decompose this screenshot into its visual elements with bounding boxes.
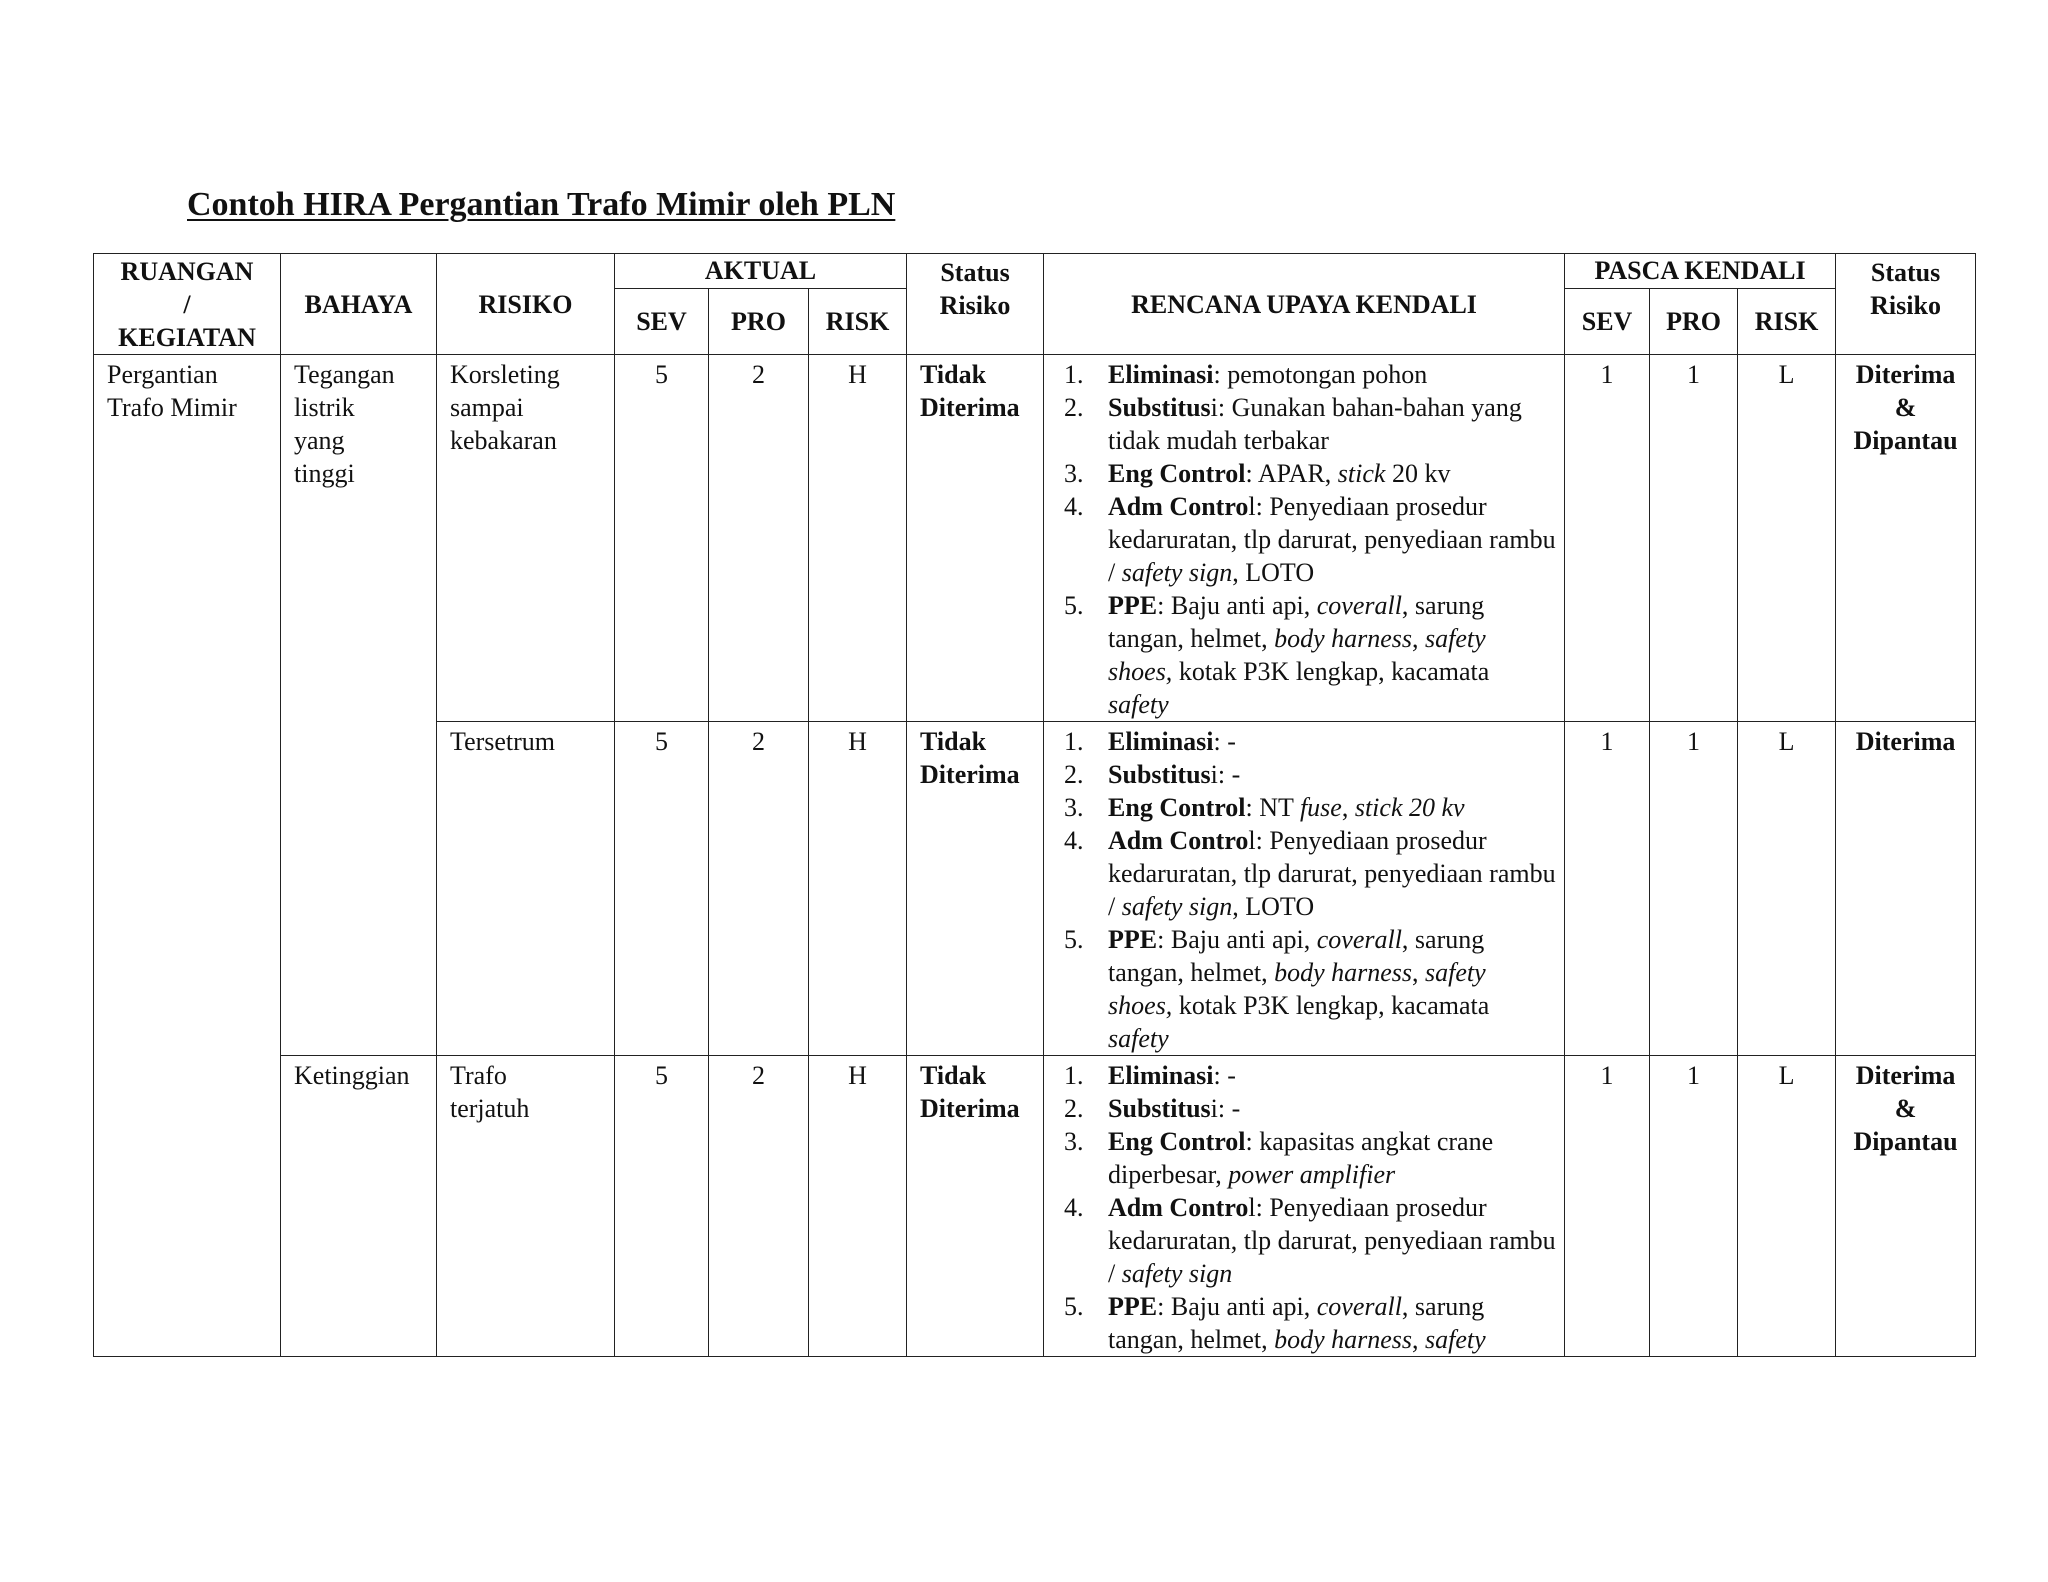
cell-aktual-pro: 2 xyxy=(709,722,809,1056)
risiko-line: Trafo xyxy=(450,1061,507,1090)
control-italic: safety sign xyxy=(1121,558,1233,587)
status-pasca-line: & xyxy=(1894,393,1917,422)
cell-aktual-pro: 2 xyxy=(709,355,809,722)
document-title: Contoh HIRA Pergantian Trafo Mimir oleh PLN xyxy=(187,186,896,223)
cell-pasca-pro: 1 xyxy=(1650,1056,1738,1357)
control-number: 1. xyxy=(1064,1061,1084,1090)
header-pasca-kendali: PASCA KENDALI xyxy=(1565,254,1836,289)
control-key: Eng Control xyxy=(1108,793,1246,822)
status-line: Tidak xyxy=(920,727,987,756)
control-number: 5. xyxy=(1064,925,1084,954)
header-risiko: RISIKO xyxy=(437,254,615,355)
control-text: : - xyxy=(1213,727,1236,756)
control-item-adm-control xyxy=(1050,1191,1556,1290)
control-text: l: Penyediaan prosedur kedaruratan, tlp darurat, penyediaan rambu / xyxy=(1108,1193,1556,1288)
cell-rencana-upaya-kendali xyxy=(1044,355,1565,722)
control-text: l: Penyediaan prosedur kedaruratan, tlp darurat, penyediaan rambu / xyxy=(1108,492,1556,587)
header-status-line: Status xyxy=(940,258,1010,287)
cell-aktual-pro: 2 xyxy=(709,1056,809,1357)
header-status-line: Status xyxy=(1870,258,1941,287)
control-text: , LOTO xyxy=(1232,892,1315,921)
header-pasca-pro: PRO xyxy=(1650,289,1738,355)
control-italic: safety xyxy=(1425,1325,1486,1354)
status-line: Diterima xyxy=(920,1094,1020,1123)
header-ruangan-line: RUANGAN xyxy=(120,256,254,286)
cell-rencana-upaya-kendali xyxy=(1044,1056,1565,1357)
control-item-eliminasi xyxy=(1050,1059,1556,1092)
header-bahaya: BAHAYA xyxy=(281,254,437,355)
control-item-substitusi xyxy=(1050,1092,1556,1125)
control-text: : Baju anti api, xyxy=(1157,591,1317,620)
control-number: 4. xyxy=(1064,1193,1084,1222)
cell-risiko xyxy=(437,722,615,1056)
control-text: kotak P3K lengkap, kacamata xyxy=(1172,657,1490,686)
cell-pasca-sev: 1 xyxy=(1565,355,1650,722)
control-text: : APAR, xyxy=(1245,459,1338,488)
cell-aktual-sev: 5 xyxy=(615,722,709,1056)
cell-risiko xyxy=(437,355,615,722)
status-pasca-line: Diterima xyxy=(1855,727,1956,756)
control-text: : kapasitas angkat crane diperbesar, xyxy=(1108,1127,1494,1189)
control-italic: safety sign xyxy=(1121,1259,1233,1288)
cell-pasca-pro: 1 xyxy=(1650,722,1738,1056)
cell-pasca-pro: 1 xyxy=(1650,355,1738,722)
status-line: Diterima xyxy=(920,393,1020,422)
control-key: Adm Contro xyxy=(1108,1193,1249,1222)
control-item-eng-control xyxy=(1050,457,1556,490)
control-italic: safety xyxy=(1108,1024,1169,1053)
control-text: : NT xyxy=(1245,793,1300,822)
control-text: i: Gunakan bahan-bahan yang tidak mudah terbakar xyxy=(1108,393,1522,455)
control-number: 2. xyxy=(1064,393,1084,422)
control-italic: safety xyxy=(1108,690,1169,719)
control-number: 4. xyxy=(1064,492,1084,521)
control-key: Adm Contro xyxy=(1108,826,1249,855)
cell-risiko xyxy=(437,1056,615,1357)
control-text: , xyxy=(1412,958,1426,987)
cell-status-risiko xyxy=(907,722,1044,1056)
control-italic: body harness xyxy=(1274,624,1413,653)
header-ruangan-slash: / xyxy=(183,289,191,319)
control-italic: safety shoes, xyxy=(1108,624,1486,686)
bahaya-line: tinggi xyxy=(294,459,355,488)
table-row xyxy=(94,355,1976,722)
header-rencana-upaya-kendali: RENCANA UPAYA KENDALI xyxy=(1044,254,1565,355)
control-italic: body harness xyxy=(1274,1325,1413,1354)
control-number: 4. xyxy=(1064,826,1084,855)
control-key: Substitus xyxy=(1108,760,1211,789)
cell-aktual-risk: H xyxy=(809,355,907,722)
control-list xyxy=(1050,1059,1556,1356)
control-italic: coverall xyxy=(1316,1292,1402,1321)
control-italic: power amplifier xyxy=(1228,1160,1396,1189)
status-pasca-line: Diterima xyxy=(1855,1061,1956,1090)
header-pasca-sev: SEV xyxy=(1565,289,1650,355)
control-item-ppe xyxy=(1050,589,1556,721)
control-key: Eng Control xyxy=(1108,459,1246,488)
header-aktual: AKTUAL xyxy=(615,254,907,289)
control-text: , sarung tangan, helmet, xyxy=(1108,1292,1485,1354)
control-item-eliminasi xyxy=(1050,725,1556,758)
cell-status-pasca xyxy=(1836,355,1976,722)
control-italic: body harness xyxy=(1274,958,1413,987)
cell-pasca-risk: L xyxy=(1738,355,1836,722)
control-text: : Baju anti api, xyxy=(1157,925,1317,954)
control-item-substitusi xyxy=(1050,758,1556,791)
control-key: PPE xyxy=(1108,591,1158,620)
control-text: , xyxy=(1341,793,1355,822)
table-row xyxy=(94,1056,1976,1357)
control-text: : pemotongan pohon xyxy=(1213,360,1428,389)
control-list xyxy=(1050,725,1556,1055)
control-italic: coverall xyxy=(1316,591,1402,620)
control-text: , sarung tangan, helmet, xyxy=(1108,925,1485,987)
status-pasca-line: Diterima xyxy=(1855,360,1956,389)
cell-aktual-sev: 5 xyxy=(615,355,709,722)
control-number: 1. xyxy=(1064,360,1084,389)
control-number: 2. xyxy=(1064,1094,1084,1123)
cell-pasca-sev: 1 xyxy=(1565,722,1650,1056)
control-italic: safety sign xyxy=(1121,892,1233,921)
cell-pasca-risk: L xyxy=(1738,722,1836,1056)
header-risiko-line: Risiko xyxy=(939,291,1011,320)
cell-aktual-risk: H xyxy=(809,1056,907,1357)
header-risiko-line: Risiko xyxy=(1870,291,1941,320)
control-number: 5. xyxy=(1064,1292,1084,1321)
cell-status-risiko xyxy=(907,355,1044,722)
bahaya-line: Ketinggian xyxy=(294,1061,410,1090)
control-italic: safety shoes, xyxy=(1108,958,1486,1020)
header-aktual-risk: RISK xyxy=(809,289,907,355)
header-kegiatan-line: KEGIATAN xyxy=(118,322,256,352)
status-pasca-line: Dipantau xyxy=(1853,426,1958,455)
cell-kegiatan xyxy=(94,355,281,1357)
control-italic: stick 20 kv xyxy=(1354,793,1465,822)
header-ruangan-kegiatan xyxy=(94,254,281,355)
risiko-line: sampai xyxy=(450,393,524,422)
status-line: Tidak xyxy=(920,360,987,389)
control-text: kotak P3K lengkap, kacamata xyxy=(1172,991,1490,1020)
control-key: Eliminasi xyxy=(1108,727,1214,756)
kegiatan-line: Pergantian xyxy=(107,360,218,389)
hira-table xyxy=(93,253,1976,1357)
control-item-eliminasi xyxy=(1050,358,1556,391)
cell-pasca-sev: 1 xyxy=(1565,1056,1650,1357)
control-key: Substitus xyxy=(1108,1094,1211,1123)
cell-aktual-sev: 5 xyxy=(615,1056,709,1357)
control-text: i: - xyxy=(1210,1094,1241,1123)
control-item-substitusi xyxy=(1050,391,1556,457)
control-item-eng-control xyxy=(1050,791,1556,824)
control-text: : Baju anti api, xyxy=(1157,1292,1317,1321)
header-aktual-pro: PRO xyxy=(709,289,809,355)
control-number: 5. xyxy=(1064,591,1084,620)
cell-rencana-upaya-kendali xyxy=(1044,722,1565,1056)
control-italic: coverall xyxy=(1316,925,1402,954)
control-item-eng-control xyxy=(1050,1125,1556,1191)
control-key: Substitus xyxy=(1108,393,1211,422)
risiko-line: Korsleting xyxy=(450,360,560,389)
bahaya-line: yang xyxy=(294,426,345,455)
control-text: , sarung tangan, helmet, xyxy=(1108,591,1485,653)
cell-aktual-risk: H xyxy=(809,722,907,1056)
control-text: 20 kv xyxy=(1385,459,1451,488)
control-number: 2. xyxy=(1064,760,1084,789)
cell-pasca-risk: L xyxy=(1738,1056,1836,1357)
kegiatan-line: Trafo Mimir xyxy=(107,393,237,422)
header-status-risiko xyxy=(907,254,1044,355)
cell-status-pasca xyxy=(1836,1056,1976,1357)
control-key: PPE xyxy=(1108,925,1158,954)
risiko-line: Tersetrum xyxy=(450,727,556,756)
control-key: Adm Contro xyxy=(1108,492,1249,521)
bahaya-line: Tegangan xyxy=(294,360,395,389)
bahaya-line: listrik xyxy=(294,393,355,422)
control-list xyxy=(1050,358,1556,721)
header-aktual-sev: SEV xyxy=(615,289,709,355)
status-line: Diterima xyxy=(920,760,1020,789)
control-item-ppe xyxy=(1050,1290,1556,1356)
risiko-line: terjatuh xyxy=(450,1094,530,1123)
control-text: , xyxy=(1412,1325,1426,1354)
status-line: Tidak xyxy=(920,1061,987,1090)
control-text: l: Penyediaan prosedur kedaruratan, tlp darurat, penyediaan rambu / xyxy=(1108,826,1556,921)
control-key: PPE xyxy=(1108,1292,1158,1321)
cell-bahaya xyxy=(281,1056,437,1357)
header-status-risiko-pasca xyxy=(1836,254,1976,355)
control-number: 3. xyxy=(1064,793,1084,822)
control-italic: stick xyxy=(1337,459,1386,488)
cell-status-risiko xyxy=(907,1056,1044,1357)
control-text: , LOTO xyxy=(1232,558,1315,587)
status-pasca-line: & xyxy=(1894,1094,1917,1123)
control-item-adm-control xyxy=(1050,824,1556,923)
control-item-adm-control xyxy=(1050,490,1556,589)
control-item-ppe xyxy=(1050,923,1556,1055)
control-italic: fuse xyxy=(1299,793,1342,822)
control-text: , xyxy=(1412,624,1426,653)
control-key: Eng Control xyxy=(1108,1127,1246,1156)
header-pasca-risk: RISK xyxy=(1738,289,1836,355)
cell-status-pasca xyxy=(1836,722,1976,1056)
cell-bahaya xyxy=(281,355,437,1056)
risiko-line: kebakaran xyxy=(450,426,557,455)
control-text: i: - xyxy=(1210,760,1241,789)
control-number: 3. xyxy=(1064,1127,1084,1156)
control-number: 1. xyxy=(1064,727,1084,756)
control-text: : - xyxy=(1213,1061,1236,1090)
control-key: Eliminasi xyxy=(1108,360,1214,389)
control-number: 3. xyxy=(1064,459,1084,488)
control-key: Eliminasi xyxy=(1108,1061,1214,1090)
status-pasca-line: Dipantau xyxy=(1853,1127,1958,1156)
